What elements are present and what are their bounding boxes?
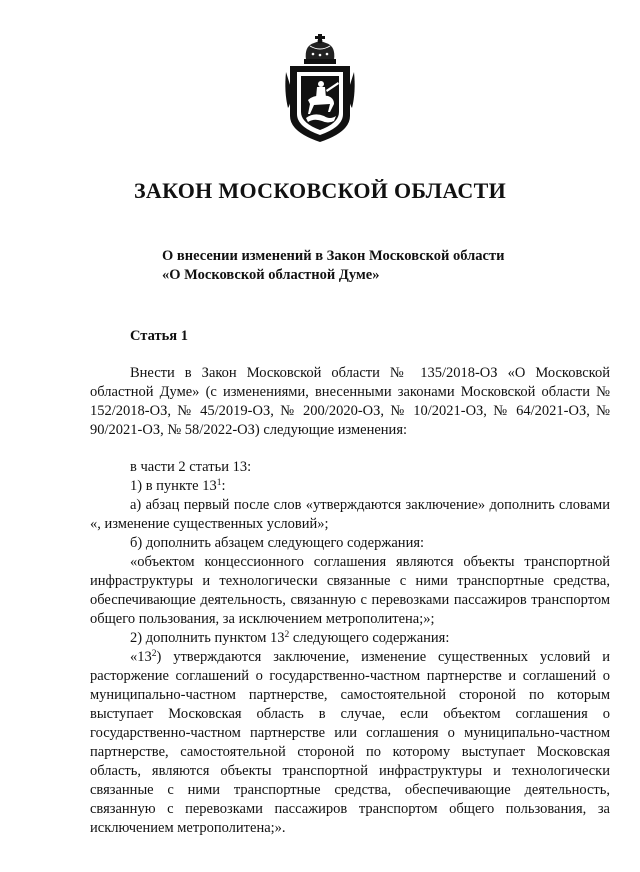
crown-icon (304, 34, 336, 64)
quote-2-open: «13 (130, 649, 152, 665)
intro-paragraph: Внести в Закон Московской области № 135/2018-ОЗ «О Московской областной Думе» (с изменениями, внесенными законами Московской области № 152/2018-ОЗ, № 45/2019-ОЗ, № 200/2020-ОЗ, № 10/2021-ОЗ, № 64/2021-ОЗ, № 90/2021-ОЗ, № 58/2022-ОЗ) следующие изменения: (90, 365, 610, 438)
item-1-paragraph (90, 477, 610, 496)
subtitle-line-2: «О Московской областной Думе» (162, 267, 380, 283)
item-1a-paragraph: а) абзац первый после слов «утверждаются заключение» дополнить словами «, изменение существенных условий»; (90, 497, 610, 532)
article-heading: Статья 1 (130, 328, 188, 344)
item-2-superscript: 2 (284, 630, 290, 640)
quote-2-paragraph (90, 648, 610, 838)
coat-of-arms-emblem (284, 32, 356, 144)
subtitle-line-1: О внесении изменений в Закон Московской области (162, 248, 505, 264)
item-1-tail: : (221, 478, 226, 494)
item-1-superscript: 1 (216, 478, 222, 488)
item-2-paragraph (90, 629, 610, 648)
article-body (90, 364, 610, 838)
law-subtitle (162, 247, 504, 285)
part-paragraph: в части 2 статьи 13: (130, 459, 252, 475)
document-title: ЗАКОН МОСКОВСКОЙ ОБЛАСТИ (133, 178, 507, 203)
item-1b-paragraph: б) дополнить абзацем следующего содержания: (130, 535, 425, 551)
quote-1-paragraph: «объектом концессионного соглашения являются объекты транспортной инфраструктуры и технологически связанные с ними транспортные средства, обеспечивающие деятельность, связанную с перевозками пассажиров транспортом общего пользования, за исключением метрополитена;»; (90, 554, 610, 627)
item-1-text: 1) в пункте 13 (130, 478, 217, 494)
quote-2-text: ) утверждаются заключение, изменение существенных условий и расторжение соглашений о государственно-частном партнерстве и соглашений о муниципально-частном партнерстве, самостоятельной стороной по которым выступает Московская область в случае, если объектом соглашения о государственно-частном партнерстве или соглашения о муниципально-частном партнерстве, самостоятельной стороной по которому выступает Московская область, являются объекты транспортной инфраструктуры и технологически связанные с ними транспортные средства, обеспечивающие деятельность, связанную с перевозками пассажиров транспортом общего пользования, за исключением метрополитена;». (90, 649, 610, 836)
item-2-tail: следующего содержания: (289, 630, 450, 646)
quote-2-superscript: 2 (151, 649, 157, 659)
item-2-text: 2) дополнить пунктом 13 (130, 630, 285, 646)
